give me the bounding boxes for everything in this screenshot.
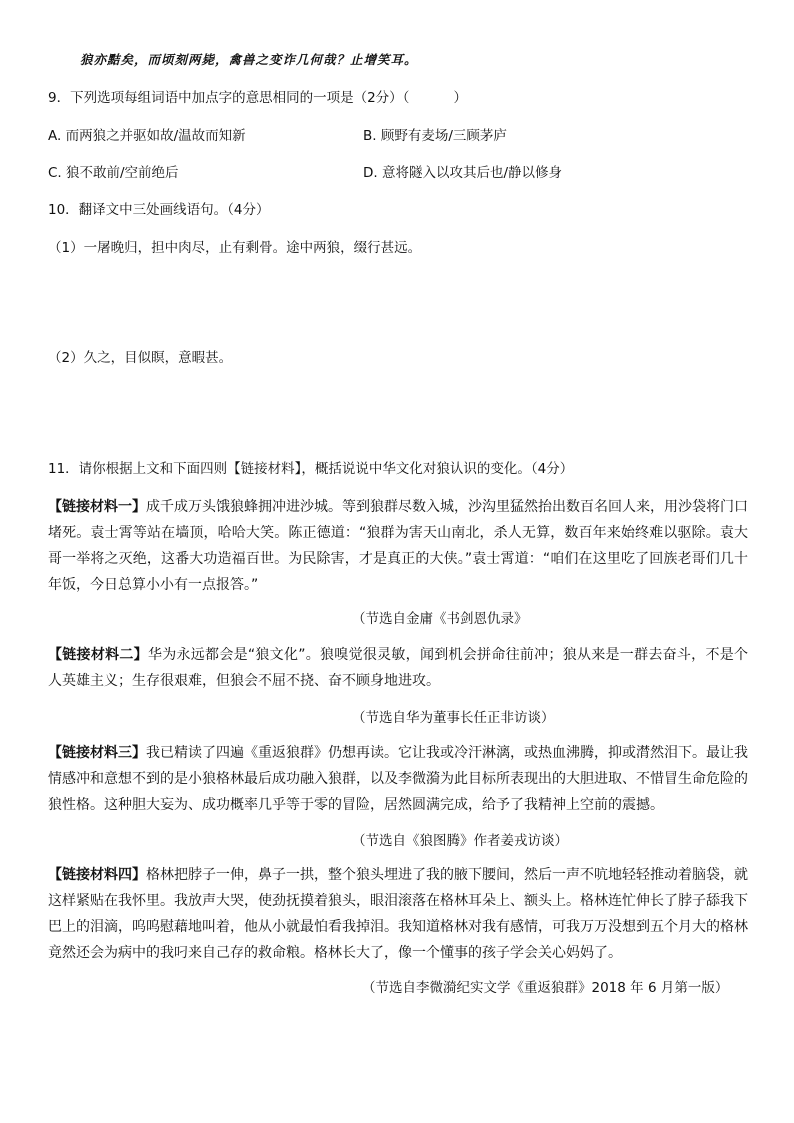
link-material-4-source: （节选自李微漪纪实文学《重返狼群》2018 年 6 月第一版）: [362, 980, 729, 996]
link-material-1-source: （节选自金庸《书剑恩仇录》: [352, 611, 528, 627]
link-material-4-text: 格林把脖子一伸，鼻子一拱，整个狼头埋进了我的腋下腰间，然后一声不吭地轻轻推动着脑袋，就这样紧贴在我怀里。我放声大哭，使劲抚摸着狼头，眼泪滚落在格林耳朵上、额头上。格林连忙伸长了脖子舔我下巴上的泪滴，呜呜慰藉地叫着，他从小就最怕看我掉泪。我知道格林对我有感情，可我万万没想到五个月大的格林竟然还会为病中的我叼来自己存的救命粮。格林长大了，像一个懂事的孩子学会关心妈妈了。: [48, 867, 748, 961]
question-10-item-1: （1）一屠晚归，担中肉尽，止有剩骨。途中两狼，缀行甚远。: [48, 240, 422, 256]
question-9-paren-close: ）: [453, 90, 467, 106]
passage-closing-line: 狼亦黠矣，而顷刻两毙，禽兽之变诈几何哉？止增笑耳。: [80, 52, 418, 67]
link-material-3-text: 我已精读了四遍《重返狼群》仍想再读。它让我或冷汗淋漓，或热血沸腾，抑或潸然泪下。最让我情感冲和意想不到的是小狼格林最后成功融入狼群，以及李微漪为此目标所表现出的大胆进取、不惜冒生命危险的狼性格。这种胆大妄为、成功概率几乎等于零的冒险，居然圆满完成，给予了我精神上空前的震撼。: [48, 745, 748, 813]
question-9-text: 9．下列选项每组词语中加点字的意思相同的一项是（2分）（: [48, 90, 410, 106]
link-material-2-source: （节选自华为董事长任正非访谈）: [352, 710, 555, 726]
link-material-4: [48, 862, 748, 966]
link-material-3: [48, 740, 748, 818]
option-c: C. 狼不敢前/空前绝后: [48, 165, 179, 181]
link-material-1: [48, 494, 748, 598]
link-material-2-text: 华为永远都会是“狼文化”。狼嗅觉很灵敏，闻到机会拼命往前冲；狼从来是一群去奋斗，不是个人英雄主义；生存很艰难，但狼会不屈不挠、奋不顾身地进攻。: [48, 647, 748, 689]
question-9-stem: [48, 88, 467, 108]
question-10-item-2: （2）久之，目似瞑，意暇甚。: [48, 350, 233, 366]
link-material-2-tag: 【链接材料二】: [48, 647, 148, 663]
option-d: D. 意将隧入以攻其后也/静以修身: [363, 165, 563, 181]
link-material-4-tag: 【链接材料四】: [48, 867, 146, 883]
question-10-stem: 10．翻译文中三处画线语句。（4分）: [48, 202, 270, 218]
link-material-3-tag: 【链接材料三】: [48, 745, 146, 761]
link-material-1-tag: 【链接材料一】: [48, 499, 146, 515]
link-material-2: [48, 642, 748, 694]
option-a: A. 而两狼之并驱如故/温故而知新: [48, 128, 246, 144]
question-11-stem: 11．请你根据上文和下面四则【链接材料】，概括说说中华文化对狼认识的变化。（4分）: [48, 461, 574, 477]
link-material-1-text: 成千成万头饿狼蜂拥冲进沙城。等到狼群尽数入城，沙沟里猛然抬出数百名回人来，用沙袋将门口堵死。袁士霄等站在墙顶，哈哈大笑。陈正德道：“狼群为害天山南北，杀人无算，数百年来始终难以驱除。袁大哥一举将之灭绝，这番大功造福百世。为民除害，才是真正的大侠。”袁士霄道：“咱们在这里吃了回族老哥们几十年饭，今日总算小小有一点报答。”: [48, 499, 748, 593]
link-material-3-source: （节选自《狼图腾》作者姜戎访谈）: [352, 833, 568, 849]
option-b: B. 顾野有麦场/三顾茅庐: [363, 128, 507, 144]
